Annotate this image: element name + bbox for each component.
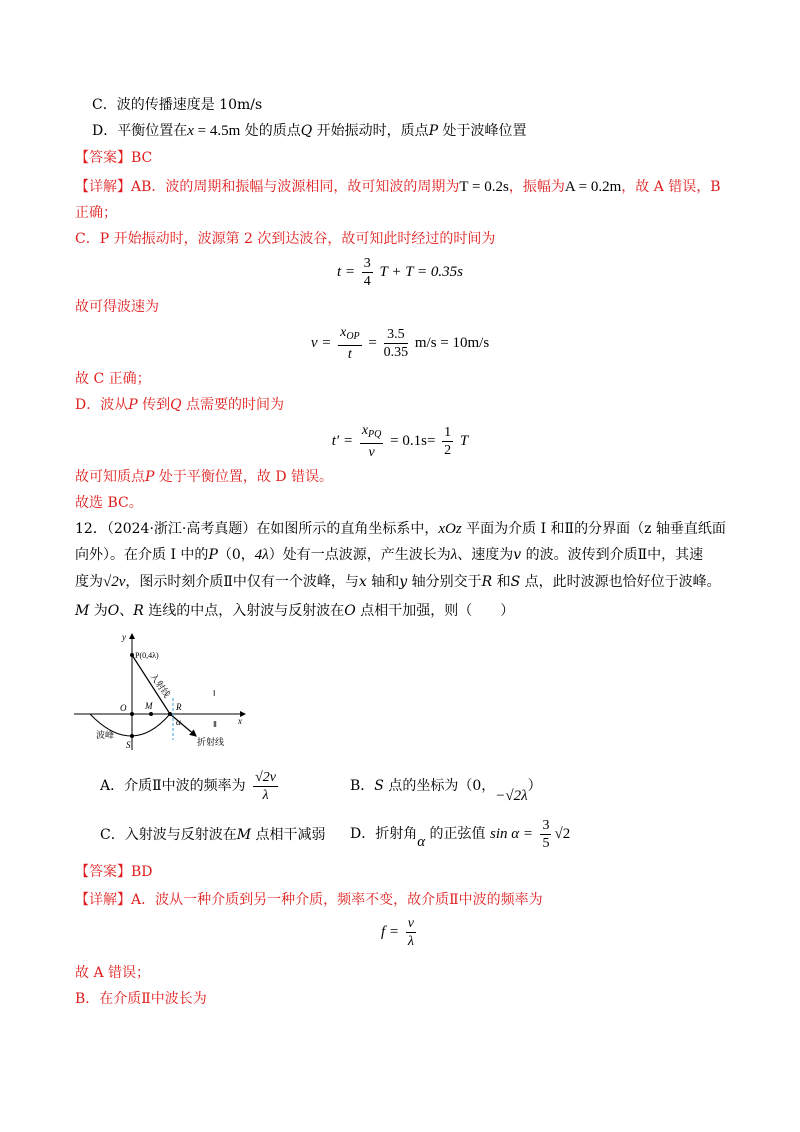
m-label: M — [145, 701, 153, 711]
q12-answer: 【答案】BD — [75, 864, 153, 880]
q11-speed-intro: 故可得波速为 — [75, 299, 159, 315]
alpha-label: α — [176, 717, 181, 727]
s-label: S — [126, 740, 131, 750]
q12-stem-line3: 度为√2v，图示时刻介质Ⅱ中仅有一个波峰，与x 轴和y 轴分别交于R 和S 点，此时波源也恰好位于波峰。 — [75, 574, 721, 590]
crest-label: 波峰 — [96, 731, 115, 741]
q12-stem-line2: 向外）。在介质 Ⅰ 中的P（0，4λ）处有一点波源，产生波长为λ、速度为v 的波。波传到介质Ⅱ中，其速 — [75, 547, 704, 563]
refracted-label: 折射线 — [197, 738, 225, 748]
medium-1-label: Ⅰ — [213, 689, 216, 698]
q11-equation-time-pq: t′ = $\frac{x_{PQ}}{v}$ = 0.1s= $\frac{1}{2}$ T — [331, 423, 469, 460]
q11-equation-speed: v = $\frac{x_{OP}}{t}$ = $\frac{3.5}{0.35}$ m/s = 10m/s — [310, 325, 490, 362]
q12-option-a: A．介质Ⅱ中波的频率为 $\frac{√2v}{\lambda}$ — [100, 769, 276, 803]
q11-answer: 【答案】BC — [75, 150, 153, 166]
q11-option-c: C．波的传播速度是 10m/s — [92, 97, 263, 113]
q12-option-b: B．S 点的坐标为（0，−√2λ） — [350, 778, 542, 804]
q11-option-d: D．平衡位置在x = 4.5m 处的质点Q 开始振动时，质点P 处于波峰位置 — [92, 123, 527, 139]
q12-option-d: D．折射角α 的正弦值 sin α = $\frac{3}{5}$ √2 — [350, 817, 571, 851]
q12-a-wrong: 故 A 错误； — [75, 965, 151, 981]
q12-figure — [70, 628, 255, 753]
r-label: R — [176, 702, 182, 712]
q12-equation-frequency: f = $\frac{v}{\lambda}$ — [380, 916, 414, 949]
x-axis-label: x — [238, 716, 242, 726]
q11-detail-c: C．P 开始振动时，波源第 2 次到达波谷，故可知此时经过的时间为 — [75, 231, 496, 247]
y-axis-label: y — [122, 632, 126, 642]
point-o — [130, 712, 134, 716]
point-m — [149, 712, 153, 716]
incident-label: 入射线 — [147, 671, 172, 700]
q11-c-correct: 故 C 正确； — [75, 371, 151, 387]
q12-option-c: C．入射波与反射波在M 点相干减弱 — [100, 827, 326, 843]
medium-2-label: Ⅱ — [213, 720, 217, 729]
o-label: O — [120, 703, 127, 713]
q12-stem-line4: M 为O、R 连线的中点，入射波与反射波在O 点相干加强，则（ ） — [75, 603, 515, 619]
q11-detail-d: D．波从P 传到Q 点需要的时间为 — [75, 397, 285, 413]
q11-d-conclusion: 故可知质点P 处于平衡位置，故 D 错误。 — [75, 469, 333, 485]
q12-detail-a: 【详解】A．波从一种介质到另一种介质，频率不变，故介质Ⅱ中波的频率为 — [75, 892, 543, 908]
q11-detail-ab-cont: 正确； — [75, 205, 117, 221]
refracted-line — [170, 714, 196, 736]
point-p — [130, 653, 134, 657]
q12-stem-line1: 12．（2024·浙江·高考真题）在如图所示的直角坐标系中，xOz 平面为介质 Ⅰ 和Ⅱ的分界面（z 轴垂直纸面 — [75, 521, 726, 537]
point-r — [168, 712, 172, 716]
q12-detail-b: B．在介质Ⅱ中波长为 — [75, 991, 207, 1007]
q11-choice: 故选 BC。 — [75, 495, 143, 511]
q11-detail-ab: 【详解】AB．波的周期和振幅与波源相同，故可知波的周期为T = 0.2s，振幅为A = 0.2m，故 A 错误，B — [75, 179, 721, 195]
point-s — [130, 734, 134, 738]
p-label: P(0,4λ) — [135, 651, 159, 660]
q11-equation-time: t = $\frac{3}{4}$ T + T = 0.35s — [336, 256, 464, 289]
